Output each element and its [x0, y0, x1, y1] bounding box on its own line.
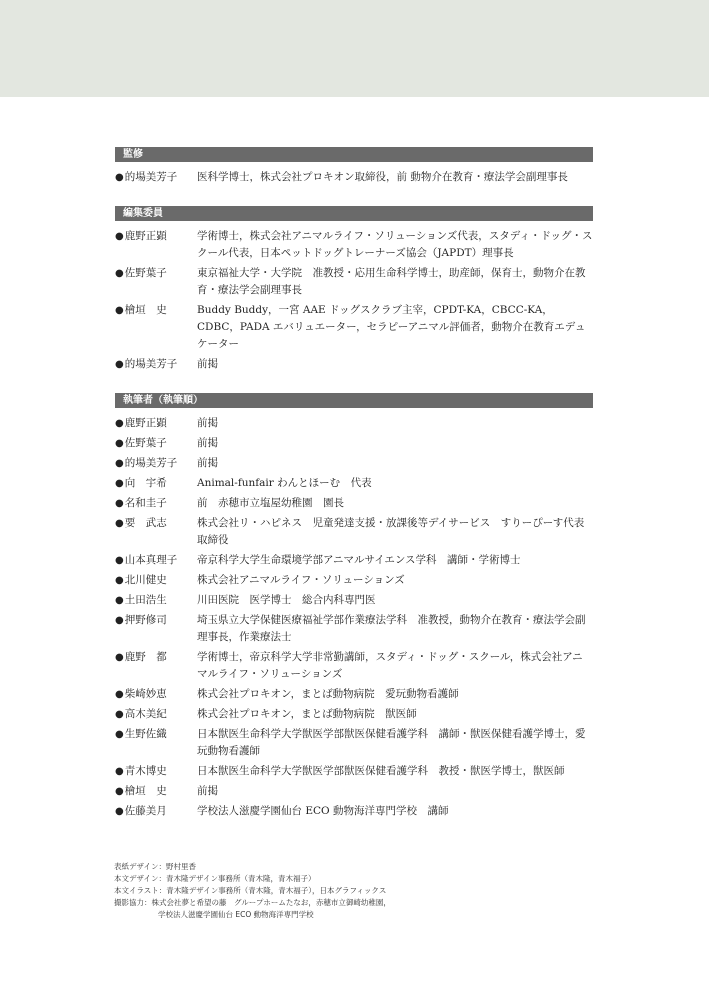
contributor-name: ● 柴崎妙恵	[115, 686, 197, 703]
contributor-entry	[115, 169, 593, 186]
contributor-desc: 株式会社プロキオン，まとば動物病院 愛玩動物看護師	[197, 688, 459, 700]
contributor-desc: 日本獣医生命科学大学獣医学部獣医保健看護学科 教授・獣医学博士，獣医師	[197, 765, 565, 777]
contributor-name: ● 檜垣 史	[115, 302, 197, 353]
contributor-desc: 株式会社プロキオン，まとば動物病院 獣医師	[197, 708, 417, 720]
section-editorial-committee	[115, 206, 593, 373]
contributor-desc: Animal-funfair わんとほーむ 代表	[197, 477, 372, 489]
contributor-name: ● 北川健史	[115, 572, 197, 589]
top-color-band	[0, 0, 709, 97]
contributor-entry	[115, 435, 593, 452]
contributor-desc: 前掲	[197, 457, 218, 469]
contributor-entry	[115, 455, 593, 472]
contributor-desc: 埼玉県立大学保健医療福祉学部作業療法学科 准教授，動物介在教育・療法学会副理事長，作業療法士	[197, 614, 586, 643]
contributor-desc: 学校法人滋慶学園仙台 ECO 動物海洋専門学校 講師	[197, 805, 449, 817]
contributor-entry	[115, 356, 593, 373]
production-credits	[114, 861, 391, 921]
contributor-desc: 医科学博士，株式会社プロキオン取締役，前 動物介在教育・療法学会副理事長	[197, 171, 568, 183]
section-authors	[115, 393, 593, 820]
contributor-entry	[115, 515, 593, 549]
section-header: 編集委員	[115, 206, 593, 221]
contributor-desc: 川田医院 医学博士 総合内科専門医	[197, 594, 376, 606]
section-header: 執筆者（執筆順）	[115, 393, 593, 408]
contributor-name: ● 鹿野正顕	[115, 228, 197, 262]
contributor-entry	[115, 706, 593, 723]
contributor-entry	[115, 803, 593, 820]
contributor-name: ● 土田浩生	[115, 592, 197, 609]
contributor-entry	[115, 726, 593, 760]
contributor-name: ● 鹿野 都	[115, 649, 197, 683]
contributor-name: ● 青木博史	[115, 763, 197, 780]
contributor-desc: 前 赤穂市立塩屋幼稚園 園長	[197, 497, 344, 509]
contributors-list	[115, 147, 593, 840]
contributor-name: ● 佐藤美月	[115, 803, 197, 820]
contributor-desc: Buddy Buddy，一宮 AAE ドッグスクラブ主宰，CPDT-KA，CBCC-KA，CDBC，PADA エバリュエーター，セラピーアニマル評価者，動物介在教育エデュケーター	[197, 304, 586, 350]
credit-photo-cooperation-cont: 学校法人滋慶学園仙台 ECO 動物海洋専門学校	[158, 910, 314, 919]
contributor-entry	[115, 228, 593, 262]
contributor-desc: 東京福祉大学・大学院 准教授・応用生命科学博士，助産師，保育士，動物介在教育・療法学会副理事長	[197, 267, 586, 296]
contributor-desc: 学術博士，帝京科学大学非常勤講師，スタディ・ドッグ・スクール，株式会社アニマルライフ・ソリューションズ	[197, 651, 583, 680]
contributor-name: ● 佐野葉子	[115, 265, 197, 299]
contributor-name: ● 要 武志	[115, 515, 197, 549]
contributor-entry	[115, 572, 593, 589]
contributor-entry	[115, 552, 593, 569]
contributor-entry	[115, 475, 593, 492]
contributor-entry	[115, 649, 593, 683]
contributor-name: ● 山本真理子	[115, 552, 197, 569]
contributor-desc: 日本獣医生命科学大学獣医学部獣医保健看護学科 講師・獣医保健看護学博士，愛玩動物看護師	[197, 728, 586, 757]
credit-body-design: 本文デザイン：青木隆デザイン事務所（青木隆，青木福子）	[114, 874, 316, 883]
credit-body-illustration: 本文イラスト：青木隆デザイン事務所（青木隆，青木福子），日本グラフィックス	[114, 886, 387, 895]
contributor-entry	[115, 415, 593, 432]
contributor-entry	[115, 265, 593, 299]
contributor-entry	[115, 763, 593, 780]
contributor-entry	[115, 302, 593, 353]
contributor-name: ● 高木美紀	[115, 706, 197, 723]
contributor-name: ● 生野佐織	[115, 726, 197, 760]
contributor-name: ● 名和圭子	[115, 495, 197, 512]
credit-photo-cooperation: 撮影協力：株式会社夢と希望の藤 グループホームたなお，赤穂市立御崎幼稚園，	[114, 898, 391, 907]
contributor-desc: 前掲	[197, 437, 218, 449]
section-supervision	[115, 147, 593, 186]
contributor-desc: 帝京科学大学生命環境学部アニマルサイエンス学科 講師・学術博士	[197, 554, 521, 566]
contributor-name: ● 的場美芳子	[115, 455, 197, 472]
contributor-name: ● 向 宇希	[115, 475, 197, 492]
contributor-name: ● 檜垣 史	[115, 783, 197, 800]
contributor-name: ● 的場美芳子	[115, 169, 197, 186]
contributor-name: ● 的場美芳子	[115, 356, 197, 373]
contributor-desc: 前掲	[197, 785, 218, 797]
contributor-desc: 前掲	[197, 358, 218, 370]
contributor-entry	[115, 686, 593, 703]
contributor-entry	[115, 495, 593, 512]
contributor-entry	[115, 783, 593, 800]
contributor-entry	[115, 592, 593, 609]
contributor-entry	[115, 612, 593, 646]
contributor-name: ● 佐野葉子	[115, 435, 197, 452]
contributor-desc: 株式会社アニマルライフ・ソリューションズ	[197, 574, 405, 586]
contributor-name: ● 押野修司	[115, 612, 197, 646]
contributor-name: ● 鹿野正顕	[115, 415, 197, 432]
contributor-desc: 前掲	[197, 417, 218, 429]
contributor-desc: 学術博士，株式会社アニマルライフ・ソリューションズ代表，スタディ・ドッグ・スクール代表，日本ペットドッグトレーナーズ協会（JAPDT）理事長	[197, 230, 593, 259]
credit-cover-design: 表紙デザイン：野村里香	[114, 862, 196, 871]
contributor-desc: 株式会社リ・ハピネス 児童発達支援・放課後等デイサービス すりーぴーす代表取締役	[197, 517, 585, 546]
section-header: 監修	[115, 147, 593, 162]
